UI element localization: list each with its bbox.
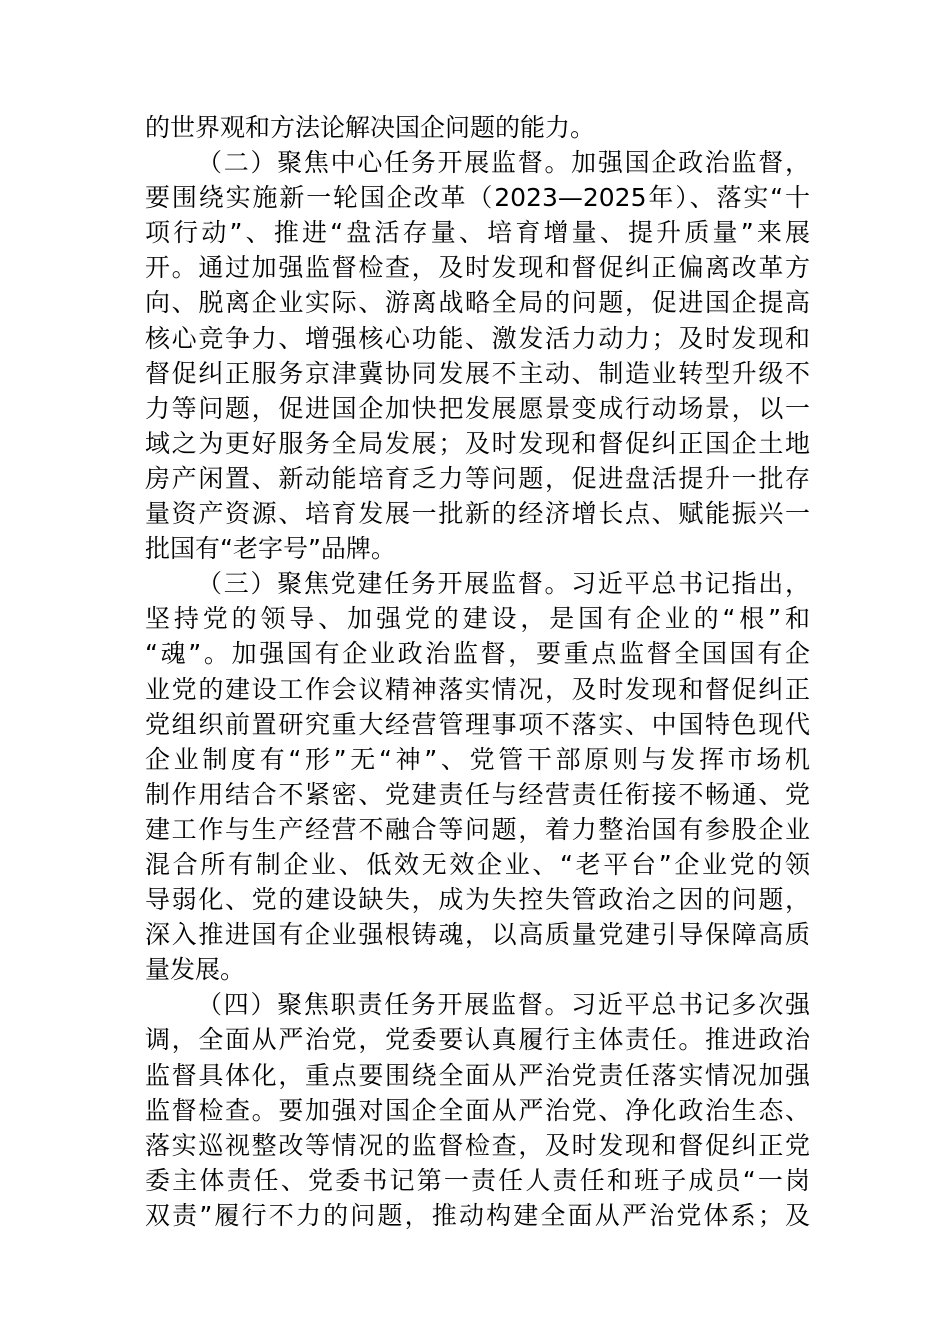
text-line: 核心竞争力、增强核心功能、激发活力动力；及时发现和 [145,323,810,353]
text-line: 开。通过加强监督检查，及时发现和督促纠正偏离改革方 [145,253,810,283]
text-line: 量资产资源、培育发展一批新的经济增长点、赋能振兴一 [145,499,810,529]
text-line: （二）聚焦中心任务开展监督。加强国企政治监督， [197,148,810,178]
text-line: 要围绕实施新一轮国企改革（2023—2025年）、落实“十 [145,183,810,213]
text-line: 双责”履行不力的问题，推动构建全面从严治党体系；及 [145,1200,810,1230]
text-line: 监督具体化，重点要围绕全面从严治党责任落实情况加强 [145,1060,810,1090]
text-line: 深入推进国有企业强根铸魂，以高质量党建引导保障高质 [145,920,810,950]
text-line: 企业制度有“形”无“神”、党管干部原则与发挥市场机 [145,744,810,774]
text-line: 批国有“老字号”品牌。 [145,534,396,564]
text-line: 落实巡视整改等情况的监督检查，及时发现和督促纠正党 [145,1130,810,1160]
text-line: 项行动”、推进“盘活存量、培育增量、提升质量”来展 [145,218,810,248]
text-line: 混合所有制企业、低效无效企业、“老平台”企业党的领 [145,849,810,879]
text-line: （四）聚焦职责任务开展监督。习近平总书记多次强 [197,990,810,1020]
text-line: 建工作与生产经营不融合等问题，着力整治国有参股企业 [145,814,810,844]
text-line: 调，全面从严治党，党委要认真履行主体责任。推进政治 [145,1025,810,1055]
text-line: 坚持党的领导、加强党的建设，是国有企业的“根”和 [145,604,810,634]
text-line: 域之为更好服务全局发展；及时发现和督促纠正国企土地 [145,428,810,458]
text-line: “魂”。加强国有企业政治监督，要重点监督全国国有企 [145,639,810,669]
text-line: 业党的建设工作会议精神落实情况，及时发现和督促纠正 [145,674,810,704]
text-line: 监督检查。要加强对国企全面从严治党、净化政治生态、 [145,1095,810,1125]
text-line: 导弱化、党的建设缺失，成为失控失管政治之因的问题， [145,885,810,915]
document-body [145,110,810,1233]
text-line: 量发展。 [145,955,246,985]
text-line: 党组织前置研究重大经营管理事项不落实、中国特色现代 [145,709,810,739]
text-line: （三）聚焦党建任务开展监督。习近平总书记指出， [197,569,810,599]
text-line: 的世界观和方法论解决国企问题的能力。 [145,113,596,142]
text-line: 委主体责任、党委书记第一责任人责任和班子成员“一岗 [145,1165,810,1195]
text-line: 力等问题，促进国企加快把发展愿景变成行动场景，以一 [145,393,810,423]
text-line: 督促纠正服务京津冀协同发展不主动、制造业转型升级不 [145,358,810,388]
text-line: 制作用结合不紧密、党建责任与经营责任衔接不畅通、党 [145,779,810,809]
text-line: 向、脱离企业实际、游离战略全局的问题，促进国企提高 [145,288,810,318]
text-line: 房产闲置、新动能培育乏力等问题，促进盘活提升一批存 [145,463,810,493]
